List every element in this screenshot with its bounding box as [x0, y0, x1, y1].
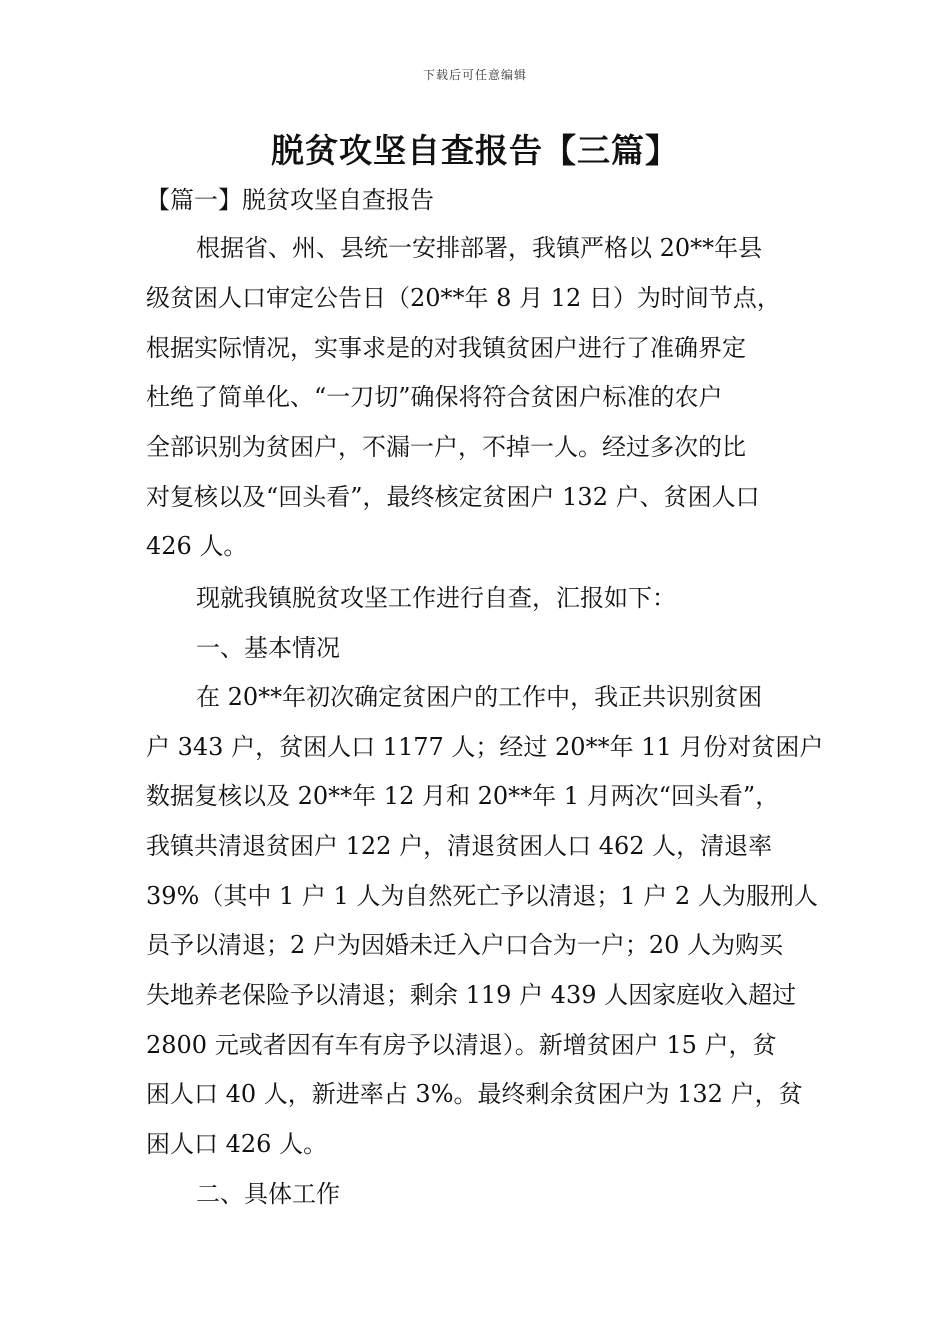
paragraph-line: 根据实际情况，实事求是的对我镇贫困户进行了准确界定 — [146, 334, 746, 362]
paragraph-line: 根据省、州、县统一安排部署，我镇严格以 20**年县 — [196, 234, 763, 262]
paragraph-line: 我镇共清退贫困户 122 户，清退贫困人口 462 人，清退率 — [146, 832, 773, 860]
paragraph-line: 426 人。 — [146, 532, 248, 560]
paragraph-line: 级贫困人口审定公告日（20**年 8 月 12 日）为时间节点， — [146, 284, 781, 312]
paragraph-line: 户 343 户，贫困人口 1177 人；经过 20**年 11 月份对贫困户 — [146, 733, 824, 761]
paragraph-line: 现就我镇脱贫攻坚工作进行自查，汇报如下： — [196, 584, 676, 612]
paragraph-line: 困人口 40 人，新进率占 3%。最终剩余贫困户为 132 户，贫 — [146, 1080, 803, 1108]
paragraph-line: 在 20**年初次确定贫困户的工作中，我正共识别贫困 — [196, 683, 763, 711]
document-title: 脱贫攻坚自查报告【三篇】 — [271, 131, 679, 170]
paragraph-line: 全部识别为贫困户，不漏一户，不掉一人。经过多次的比 — [146, 433, 746, 461]
paragraph-line: 数据复核以及 20**年 12 月和 20**年 1 月两次“回头看”， — [146, 782, 780, 810]
paragraph-line: 39%（其中 1 户 1 人为自然死亡予以清退；1 户 2 人为服刑人 — [146, 882, 818, 910]
paragraph-line: 失地养老保险予以清退；剩余 119 户 439 人因家庭收入超过 — [146, 981, 797, 1009]
paragraph-line: 2800 元或者因有车有房予以清退）。新增贫困户 15 户，贫 — [146, 1031, 777, 1059]
paragraph-line: 困人口 426 人。 — [146, 1130, 328, 1158]
paragraph-line: 对复核以及“回头看”，最终核定贫困户 132 户、贫困人口 — [146, 483, 760, 511]
section-title: 【篇一】脱贫攻坚自查报告 — [146, 186, 434, 214]
section-heading: 一、基本情况 — [196, 634, 340, 662]
paragraph-line: 员予以清退；2 户为因婚未迁入户口合为一户；20 人为购买 — [146, 931, 784, 959]
paragraph-line: 杜绝了简单化、“一刀切”确保将符合贫困户标准的农户 — [146, 383, 723, 411]
header-note: 下载后可任意编辑 — [422, 68, 527, 82]
section-heading: 二、具体工作 — [196, 1180, 340, 1208]
